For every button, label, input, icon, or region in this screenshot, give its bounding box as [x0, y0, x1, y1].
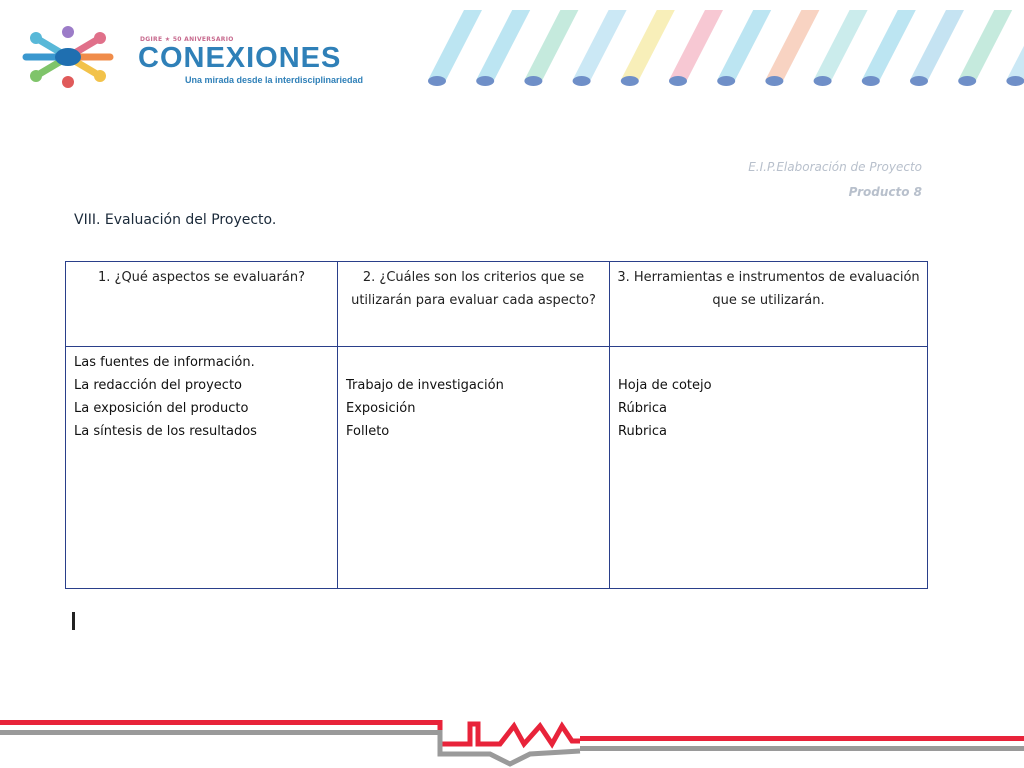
stripe-band	[524, 10, 578, 80]
stripe-dot	[669, 76, 687, 86]
stripe-band	[862, 10, 916, 80]
criteria-cell	[338, 347, 610, 589]
stripe-band	[814, 10, 868, 80]
list-item: Las fuentes de información.	[74, 355, 255, 370]
list-item: Folleto	[346, 424, 390, 439]
stripe-band	[573, 10, 627, 80]
stripe-dot	[862, 76, 880, 86]
stripe-dot	[621, 76, 639, 86]
evaluation-table	[65, 261, 928, 589]
logo-anniversary-text: DGIRE ★ 50 ANIVERSARIO	[140, 36, 234, 43]
stripe-band	[717, 10, 771, 80]
stripe-band	[476, 10, 530, 80]
stripe-dot	[428, 76, 446, 86]
stripe-dot	[1006, 76, 1024, 86]
stripe-dot	[958, 76, 976, 86]
decorative-stripes-banner	[414, 0, 1024, 92]
logo-subtitle: Una mirada desde la interdisciplinariedad	[185, 75, 364, 85]
stripe-band	[910, 10, 964, 80]
stripe-dot	[476, 76, 494, 86]
product-label: Producto 8	[848, 185, 922, 199]
aspects-cell	[66, 347, 338, 589]
list-item: Rubrica	[618, 424, 668, 439]
stripe-dot	[573, 76, 591, 86]
table-row	[66, 347, 928, 589]
list-item: Exposición	[346, 401, 416, 416]
list-item: La exposición del producto	[74, 401, 249, 416]
logo-title: CONEXIONES	[138, 42, 342, 74]
list-item: Trabajo de investigación	[346, 378, 504, 393]
stripe-dot	[765, 76, 783, 86]
list-item: Rúbrica	[618, 401, 668, 416]
stripe-band	[669, 10, 723, 80]
tools-cell	[610, 347, 928, 589]
stripe-band	[1006, 10, 1024, 80]
text-cursor-mark	[72, 612, 75, 630]
list-item: La redacción del proyecto	[74, 378, 242, 393]
list-item: La síntesis de los resultados	[74, 424, 257, 439]
stripe-band	[428, 10, 482, 80]
footer-uvaa-logo	[0, 714, 1024, 768]
stripe-band	[765, 10, 819, 80]
stripe-dot	[717, 76, 735, 86]
header-aspects: 1. ¿Qué aspectos se evaluarán?	[66, 262, 338, 347]
stripe-band	[621, 10, 675, 80]
logo-network-icon	[22, 26, 114, 88]
document-code: E.I.P.Elaboración de Proyecto	[748, 160, 922, 174]
section-title: VIII. Evaluación del Proyecto.	[74, 212, 277, 228]
conexiones-logo	[22, 26, 382, 88]
header-criteria: 2. ¿Cuáles son los criterios que se utilizarán para evaluar cada aspecto?	[338, 262, 610, 347]
stripe-dot	[910, 76, 928, 86]
stripe-dot	[814, 76, 832, 86]
stripe-dot	[524, 76, 542, 86]
header-tools: 3. Herramientas e instrumentos de evaluación que se utilizarán.	[610, 262, 928, 347]
table-header-row	[66, 262, 928, 347]
stripe-band	[958, 10, 1012, 80]
list-item: Hoja de cotejo	[618, 378, 712, 393]
